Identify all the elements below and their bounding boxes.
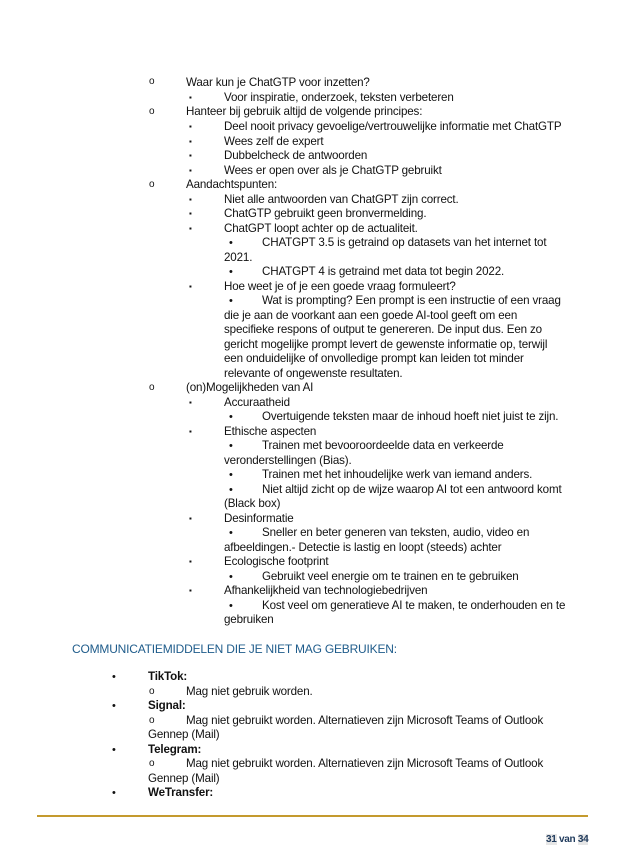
- app-name-tiktok: TikTok:: [148, 670, 188, 683]
- list-item: Wat is prompting? Een prompt is een instructie of een vraag: [262, 294, 561, 307]
- list-item-continuation: Gennep (Mail): [148, 772, 220, 785]
- list-item: Wees zelf de expert: [224, 135, 324, 148]
- list-item: Niet altijd zicht op de wijze waarop AI tot een antwoord komt: [262, 483, 562, 496]
- list-item: Sneller en beter generen van teksten, audio, video en: [262, 526, 530, 539]
- app-name-wetransfer: WeTransfer:: [148, 786, 214, 799]
- list-marker-square: ▪: [189, 137, 192, 146]
- list-marker-circle: o: [149, 382, 155, 393]
- list-item-continuation: relevante of ongewenste resultaten.: [224, 367, 403, 380]
- list-marker-square: ▪: [189, 93, 192, 102]
- list-item-continuation: 2021.: [224, 251, 253, 264]
- list-marker-dot: •: [229, 571, 233, 583]
- page-number: [546, 834, 588, 845]
- list-item-continuation: Gennep (Mail): [148, 728, 220, 741]
- list-marker-circle: o: [149, 76, 155, 87]
- list-marker-dot: •: [229, 266, 233, 278]
- list-item-continuation: afbeeldingen.- Detectie is lastig en loopt (steeds) achter: [224, 541, 502, 554]
- list-item: Mag niet gebruikt worden. Alternatieven zijn Microsoft Teams of Outlook: [186, 757, 544, 770]
- list-marker-dot: •: [229, 527, 233, 539]
- list-item: ChatGTP gebruikt geen bronvermelding.: [224, 207, 427, 220]
- page-total: 34: [577, 834, 589, 845]
- list-marker-circle: o: [149, 179, 155, 190]
- list-item: Afhankelijkheid van technologiebedrijven: [224, 584, 428, 597]
- list-marker-square: ▪: [189, 209, 192, 218]
- list-marker-dot: •: [112, 744, 116, 756]
- list-marker-dot: •: [229, 295, 233, 307]
- list-marker-square: ▪: [189, 151, 192, 160]
- list-marker-square: ▪: [189, 398, 192, 407]
- list-item-continuation: gericht mogelijke prompt levert de gewenste informatie op, terwijl: [224, 338, 548, 351]
- footer-rule: [37, 815, 588, 817]
- list-item: ChatGPT loopt achter op de actualiteit.: [224, 222, 418, 235]
- list-marker-dot: •: [229, 411, 233, 423]
- section-heading: COMMUNICATIEMIDDELEN DIE JE NIET MAG GEBRUIKEN:: [72, 642, 397, 656]
- list-marker-square: ▪: [189, 195, 192, 204]
- list-item: Aandachtspunten:: [186, 178, 278, 191]
- list-item: Waar kun je ChatGTP voor inzetten?: [186, 76, 370, 89]
- list-marker-dot: •: [229, 484, 233, 496]
- app-name-telegram: Telegram:: [148, 743, 202, 756]
- list-item: Trainen met het inhoudelijke werk van iemand anders.: [262, 468, 533, 481]
- list-item: Dubbelcheck de antwoorden: [224, 149, 368, 162]
- list-marker-dot: •: [229, 469, 233, 481]
- list-item: CHATGPT 4 is getraind met data tot begin 2022.: [262, 265, 505, 278]
- list-item: Ethische aspecten: [224, 425, 317, 438]
- list-marker-circle: o: [149, 686, 155, 697]
- list-item-continuation: gebruiken: [224, 613, 274, 626]
- list-item: Kost veel om generatieve AI te maken, te onderhouden en te: [262, 599, 566, 612]
- list-marker-dot: •: [112, 787, 116, 799]
- list-item: Deel nooit privacy gevoelige/vertrouwelijke informatie met ChatGTP: [224, 120, 562, 133]
- list-item: Overtuigende teksten maar de inhoud hoeft niet juist te zijn.: [262, 410, 559, 423]
- list-item-continuation: specifieke respons of output te genereren. De input dus. Een zo: [224, 323, 542, 336]
- list-item: Mag niet gebruik worden.: [186, 685, 313, 698]
- page-separator: van: [556, 834, 578, 845]
- app-name-signal: Signal:: [148, 699, 186, 712]
- list-marker-dot: •: [229, 600, 233, 612]
- list-item: Gebruikt veel energie om te trainen en te gebruiken: [262, 570, 519, 583]
- list-marker-dot: •: [229, 440, 233, 452]
- list-item: Niet alle antwoorden van ChatGPT zijn correct.: [224, 193, 459, 206]
- list-marker-dot: •: [229, 237, 233, 249]
- list-item: CHATGPT 3.5 is getraind op datasets van het internet tot: [262, 236, 547, 249]
- list-item-continuation: veronderstellingen (Bias).: [224, 454, 352, 467]
- list-marker-square: ▪: [189, 122, 192, 131]
- list-marker-dot: •: [112, 700, 116, 712]
- list-item: Hanteer bij gebruik altijd de volgende principes:: [186, 105, 423, 118]
- list-item: Desinformatie: [224, 512, 294, 525]
- list-marker-square: ▪: [189, 427, 192, 436]
- list-marker-circle: o: [149, 758, 155, 769]
- list-item: Hoe weet je of je een goede vraag formuleert?: [224, 280, 456, 293]
- list-marker-circle: o: [149, 106, 155, 117]
- list-item: (on)Mogelijkheden van AI: [186, 381, 314, 394]
- list-marker-square: ▪: [189, 166, 192, 175]
- list-item-continuation: een onduidelijke of onvolledige prompt kan leiden tot minder: [224, 352, 524, 365]
- page-current: 31: [546, 834, 557, 845]
- list-item: Mag niet gebruikt worden. Alternatieven zijn Microsoft Teams of Outlook: [186, 714, 544, 727]
- list-item: Voor inspiratie, onderzoek, teksten verbeteren: [224, 91, 454, 104]
- list-item: Trainen met bevooroordeelde data en verkeerde: [262, 439, 504, 452]
- list-marker-square: ▪: [189, 586, 192, 595]
- list-marker-circle: o: [149, 715, 155, 726]
- list-marker-square: ▪: [189, 282, 192, 291]
- list-marker-square: ▪: [189, 224, 192, 233]
- list-marker-dot: •: [112, 671, 116, 683]
- list-item: Ecologische footprint: [224, 555, 329, 568]
- list-item: Wees er open over als je ChatGTP gebruikt: [224, 164, 442, 177]
- list-item: Accuraatheid: [224, 396, 290, 409]
- list-marker-square: ▪: [189, 514, 192, 523]
- list-item-continuation: (Black box): [224, 497, 281, 510]
- list-marker-square: ▪: [189, 557, 192, 566]
- list-item-continuation: die je aan de voorkant aan een goede AI-tool geeft om een: [224, 309, 518, 322]
